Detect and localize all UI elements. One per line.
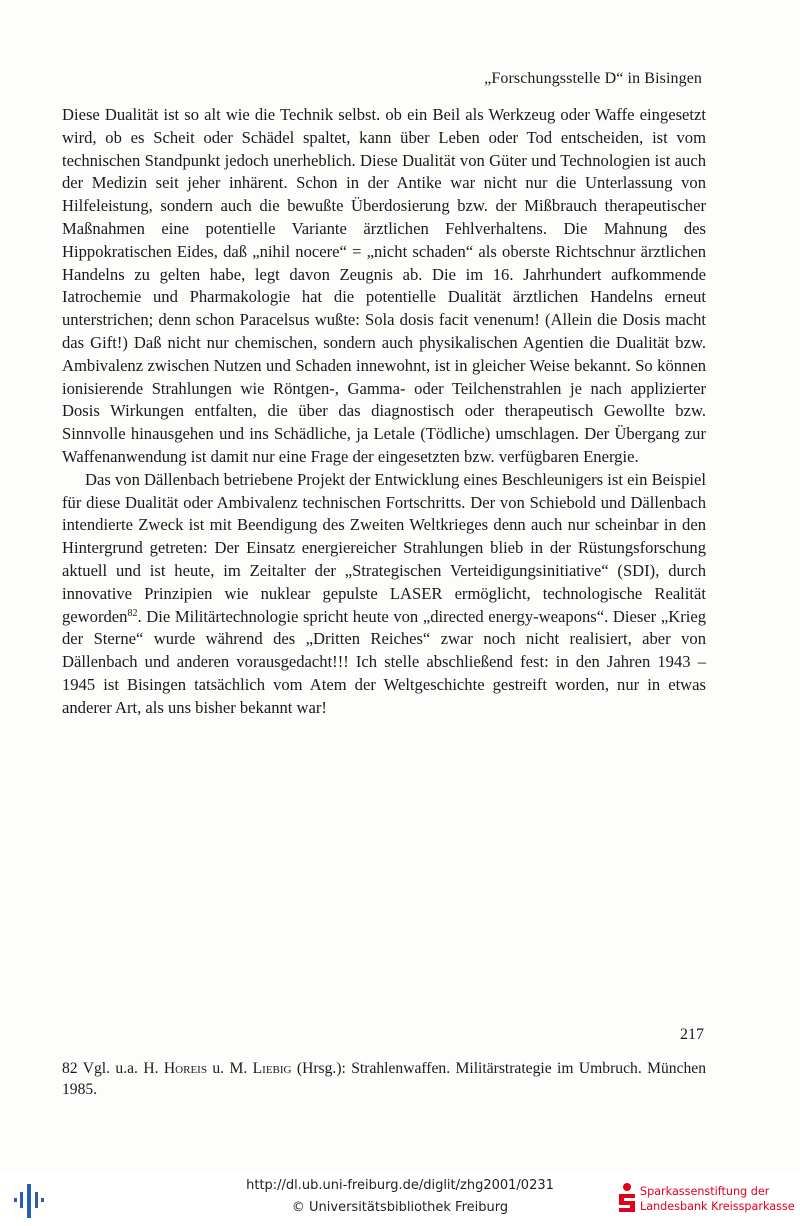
footnote-rest: (Hrsg.): Strahlenwaffen. Militärstrategie im Umbruch. München 1985.	[62, 1060, 707, 1098]
footnote	[62, 1058, 706, 1100]
footnote-reference[interactable]: 82	[127, 607, 138, 619]
viewer-footer	[0, 1170, 800, 1226]
paragraph-1: Diese Dualität ist so alt wie die Technik selbst. ob ein Beil als Werkzeug oder Waffe eingesetzt wird, ob es Scheit oder Schädel spaltet, kann über Leben oder Tod entscheiden, ist vom technischen Standpunkt jedoch unerheblich. Diese Dualität von Güter und Technologien ist auch der Medizin seit jeher inhärent. Schon in der Antike war nicht nur die Unterlassung von Hilfeleistung, sondern auch die bewußte Überdosierung bzw. der Mißbrauch therapeutischer Maßnahmen eine potentielle Variante ärztlichen Fehlverhaltens. Die Mahnung des Hippokratischen Eides, daß „nihil nocere“ = „nicht schaden“ als oberste Richtschnur ärztlichen Handelns zu gelten habe, legt davon Zeugnis ab. Die im 16. Jahrhundert aufkommende Iatrochemie und Pharmakologie hat die potentielle Dualität ärztlichen Handelns erneut unterstrichen; denn schon Paracelsus wußte: Sola dosis facit venenum! (Allein die Dosis macht das Gift!) Daß nicht nur chemischen, sondern auch physikalischen Agentien die Dualität bzw. Ambivalenz zwischen Nutzen und Schaden innewohnt, ist in gleicher Weise bekannt. So können ionisierende Strahlungen wie Röntgen-, Gamma- oder Teilchenstrahlen je nach applizierter Dosis Wirkungen entfalten, die über das diagnostisch oder therapeutisch Gewollte bzw. Sinnvolle hinausgehen und ins Schädliche, ja Letale (Tödliche) umschlagen. Der Übergang zur Waffenanwendung ist damit nur eine Frage der eingesetzten bzw. verfügbaren Energie.	[62, 105, 706, 466]
footnote-author-2: Liebig	[252, 1060, 292, 1077]
footnote-prefix: Vgl. u.a. H.	[77, 1060, 164, 1077]
paragraph-2	[62, 469, 706, 720]
footnote-number: 82	[62, 1060, 78, 1077]
footnote-mid: u. M.	[206, 1060, 253, 1077]
paragraph-2-continuation: . Die Militärtechnologie spricht heute von „directed energy-weapons“. Dieser „Krieg der Sterne“ wurde während des „Dritten Reiches“ zwar noch nicht realisiert, aber von Dällenbach und anderen vorausgedacht!!! Ich stelle abschließend fest: in den Jahren 1943 – 1945 ist Bisingen tatsächlich vom Atem der Weltgeschichte gestreift worden, nur in etwas anderer Art, als uns bisher bekannt war!	[62, 606, 706, 717]
sponsor-text	[640, 1184, 795, 1214]
copyright-notice: © Universitätsbibliothek Freiburg	[291, 1200, 509, 1215]
sponsor-line-1: Sparkassenstiftung der	[640, 1185, 770, 1198]
page-number: 217	[680, 1026, 704, 1043]
paragraph-2-text: Das von Dällenbach betriebene Projekt der Entwicklung eines Beschleunigers ist ein Beispiel für diese Dualität oder Ambivalenz technischen Fortschritts. Der von Schiebold und Dällenbach intendierte Zweck ist mit Beendigung des Zweiten Weltkrieges denn auch nur scheinbar in den Hintergrund getreten: Der Einsatz energiereicher Strahlungen blieb in der Rüstungsforschung aktuell und ist heute, im Zeitalter der „Strategischen Verteidigungsinitiative“ (SDI), durch innovative Prinzipien wie nuklear gepulste LASER ermöglicht, technologische Realität geworden	[62, 469, 706, 626]
sponsor-line-2: Landesbank Kreissparkasse	[640, 1200, 795, 1213]
sparkasse-s-icon	[616, 1182, 638, 1216]
body-text	[62, 104, 706, 720]
footnote-author-1: Horeis	[163, 1060, 207, 1077]
document-url-link[interactable]: http://dl.ub.uni-freiburg.de/diglit/zhg2001/0231	[246, 1178, 554, 1193]
sponsor-logo[interactable]	[616, 1182, 800, 1222]
running-head: „Forschungsstelle D“ in Bisingen	[484, 70, 702, 87]
